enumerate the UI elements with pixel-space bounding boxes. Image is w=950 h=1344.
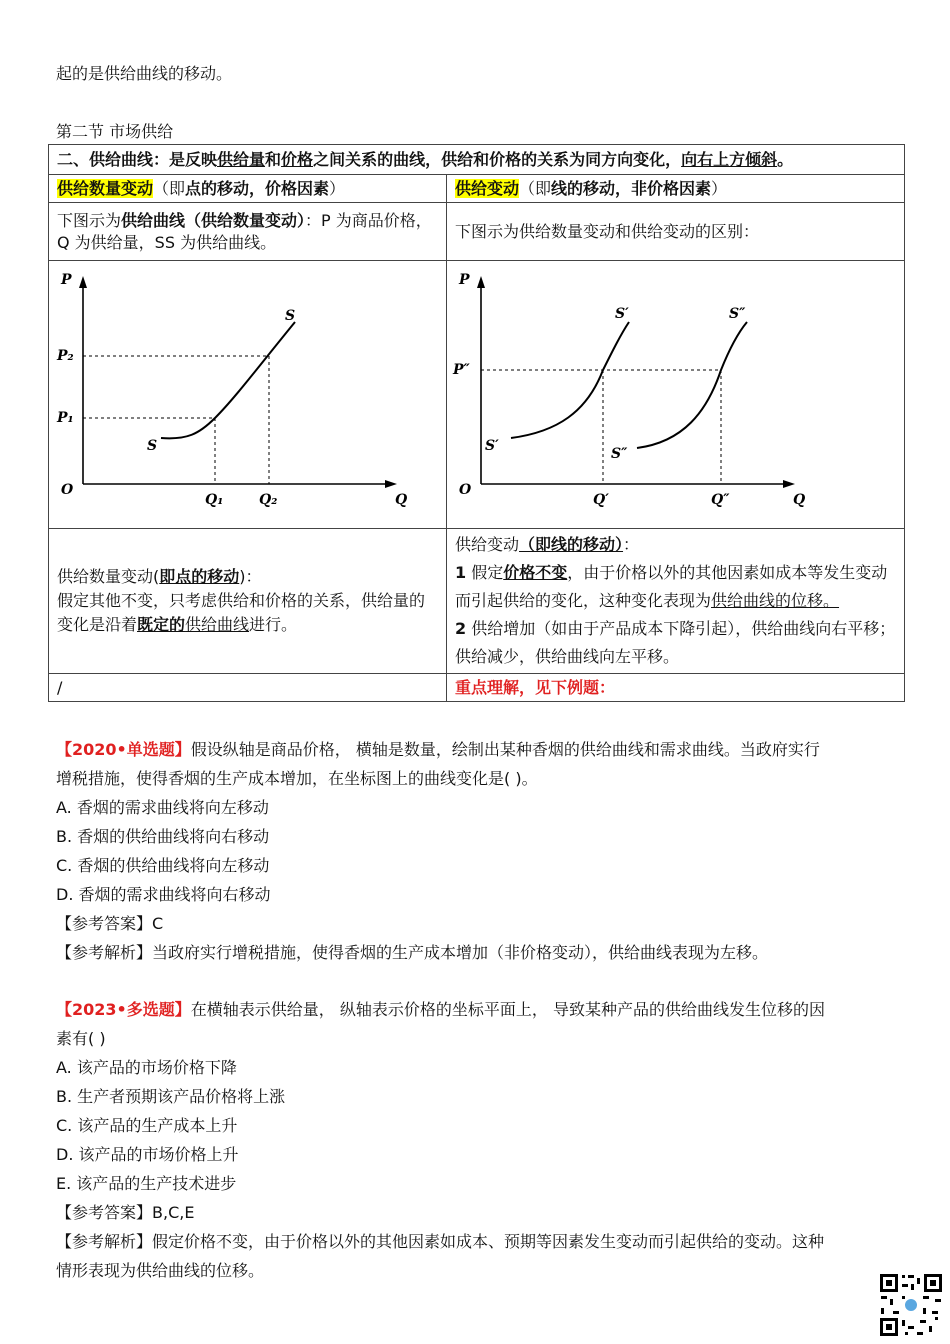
q2-option-e: E. 该产品的生产技术进步: [56, 1174, 237, 1193]
axis-label-q: Q: [793, 491, 806, 508]
q1-analysis: 【参考解析】当政府实行增税措施，使得香烟的生产成本增加（非价格变动），供给曲线表现为左移。: [56, 943, 769, 962]
intro-line: 起的是供给曲线的移动。: [56, 64, 233, 83]
q2-stem-line1: 【2023•多选题】在横轴表示供给量， 纵轴表示价格的坐标平面上， 导致某种产品的供给曲线发生位移的因: [56, 1000, 825, 1019]
q2-label: Q₂: [259, 491, 278, 508]
q-prime-label: Q′: [593, 491, 609, 508]
q2-option-d: D. 该产品的市场价格上升: [56, 1145, 239, 1164]
curve-label-s-bottom: S: [147, 437, 158, 454]
right-note: 供给变动（即线的移动）： 1 假定价格不变，由于价格以外的其他因素如成本等发生变动而引起供给的变化，这种变化表现为供给曲线的位移。 2 供给增加（如由于产品成本下降引起），供给曲线向右平移；供给减少，供给曲线向左平移。: [447, 529, 905, 674]
supply-quantity-graph: [49, 261, 447, 529]
q1-option-b: B. 香烟的供给曲线将向右移动: [56, 827, 270, 846]
p1-label: P₁: [57, 409, 74, 426]
axis-label-p: P: [61, 271, 72, 288]
curve-label-s1-top: S′: [615, 305, 629, 322]
last-row-left: /: [49, 674, 447, 702]
axis-label-q: Q: [395, 491, 408, 508]
axis-label-p: P: [459, 271, 470, 288]
last-row-right: 重点理解，见下例题：: [447, 674, 905, 702]
section-title: 第二节 市场供给: [56, 122, 174, 141]
origin-label: O: [459, 481, 472, 498]
q1-stem-line1: 【2020•单选题】假设纵轴是商品价格， 横轴是数量，绘制出某种香烟的供给曲线和需求曲线。当政府实行: [56, 740, 820, 759]
q2-answer: 【参考答案】B,C,E: [56, 1203, 195, 1222]
q2-option-b: B. 生产者预期该产品价格将上涨: [56, 1087, 286, 1106]
left-description: 下图示为供给曲线（供给数量变动）：P 为商品价格，Q 为供给量，SS 为供给曲线。: [49, 203, 447, 261]
q1-answer: 【参考答案】C: [56, 914, 164, 933]
curve-label-s2-bottom: S″: [611, 445, 628, 462]
p2-label: P₂: [57, 347, 74, 364]
curve-label-s1-bottom: S′: [485, 437, 499, 454]
supply-shift-graph: [447, 261, 905, 529]
p-double-prime-label: P″: [453, 361, 470, 378]
left-header: 供给数量变动（即点的移动，价格因素）: [49, 175, 447, 203]
q2-analysis-line2: 情形表现为供给曲线的位移。: [56, 1261, 265, 1280]
right-header: 供给变动（即线的移动，非价格因素）: [447, 175, 905, 203]
q1-option-a: A. 香烟的需求曲线将向左移动: [56, 798, 269, 817]
q2-analysis-line1: 【参考解析】假定价格不变，由于价格以外的其他因素如成本、预期等因素发生变动而引起供给的变动。这种: [56, 1232, 825, 1251]
q1-stem-line2: 增税措施，使得香烟的生产成本增加，在坐标图上的曲线变化是( )。: [56, 769, 538, 788]
curve-label-s2-top: S″: [729, 305, 746, 322]
q1-label: Q₁: [205, 491, 224, 508]
origin-label: O: [61, 481, 74, 498]
right-description: 下图示为供给数量变动和供给变动的区别：: [447, 203, 905, 261]
qr-code-icon[interactable]: [878, 1272, 944, 1338]
q2-stem-line2: 素有( ): [56, 1029, 106, 1048]
supply-curve-table: [48, 144, 905, 702]
table-title: 二、供给曲线：是反映供给量和价格之间关系的曲线，供给和价格的关系为同方向变化，向右上方倾斜。: [49, 145, 905, 175]
left-note: 供给数量变动(即点的移动)： 假定其他不变，只考虑供给和价格的关系，供给量的变化是沿着既定的供给曲线进行。: [49, 529, 447, 674]
q-double-prime-label: Q″: [711, 491, 730, 508]
q1-option-c: C. 香烟的供给曲线将向左移动: [56, 856, 270, 875]
q2-option-a: A. 该产品的市场价格下降: [56, 1058, 237, 1077]
curve-label-s-top: S: [285, 307, 296, 324]
q2-option-c: C. 该产品的生产成本上升: [56, 1116, 238, 1135]
q1-option-d: D. 香烟的需求曲线将向右移动: [56, 885, 271, 904]
